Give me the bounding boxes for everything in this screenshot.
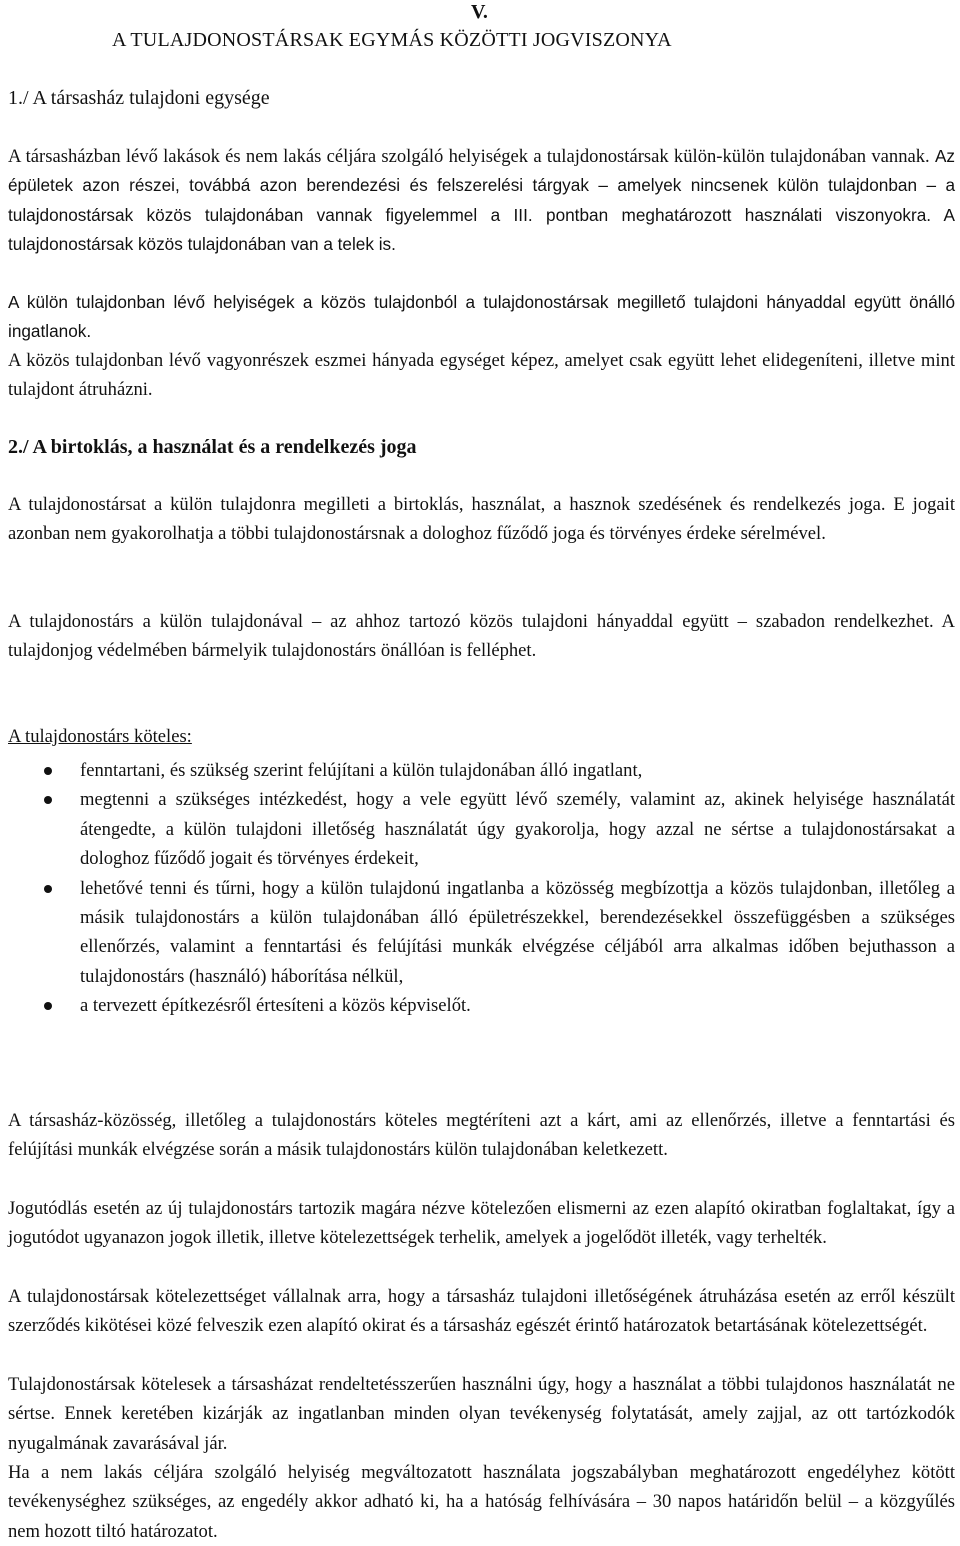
duties-list: [8, 756, 955, 1021]
section-1-paragraph-1: [8, 142, 955, 260]
list-item: megtenni a szükséges intézkedést, hogy a vele együtt lévő személy, valamint az, akinek helyisége használatát átengedte, a külön tulajdoni illetőség használatát úgy gyakorolja, hogy azzal ne sértse a tulajdonostársakat a dologhoz fűződő jogait és törvényes érdekeit,: [8, 785, 955, 873]
bullet-icon: [44, 885, 52, 893]
list-item: fenntartani, és szükség szerint felújítani a külön tulajdonában álló ingatlant,: [8, 756, 955, 785]
duties-heading: [8, 722, 955, 751]
section-2-paragraph-4: Jogutódlás esetén az új tulajdonostárs tartozik magára nézve kötelezően elismerni az ezen alapító okiratban foglaltakat, így a jogutódot ugyanazon jogok illetik, illetve kötelezettségek terhelik, amelyek a jogelődöt illeték, vagy terhelték.: [8, 1198, 955, 1249]
duties-heading-text: A tulajdonostárs köteles:: [8, 726, 192, 747]
section-2-paragraph-1: A tulajdonostársat a külön tulajdonra megilleti a birtoklás, használat, a hasznok szedésének és rendelkezés joga. E jogait azonban nem gyakorolhatja a többi tulajdonostársnak a dologhoz fűződő joga és törvényes érdeke sérelmével.: [8, 494, 955, 545]
section-1-title: 1./ A társasház tulajdoni egysége: [8, 87, 270, 109]
paragraph-1-sentence-b: Az épületek azon részei, továbbá azon berendezési és felszerelési tárgyak – amelyek nincsenek külön tulajdonban – a tulajdonostársak közös tulajdonában vannak figyelemmel a III. pontban meghatározott használati viszonyokra. A tulajdonostársak közös tulajdonában van a telek is.: [8, 146, 956, 255]
bullet-icon: [44, 796, 52, 804]
bullet-icon: [44, 1002, 52, 1010]
section-2-paragraph-3: A társasház-közösség, illetőleg a tulajdonostárs köteles megtéríteni azt a kárt, ami az ellenőrzés, illetve a fenntartási és felújítási munkák elvégzése során a másik tulajdonostárs külön tulajdonában keletkezett.: [8, 1110, 955, 1161]
bullet-icon: [44, 767, 52, 775]
section-2-paragraph-2: A tulajdonostárs a külön tulajdonával – az ahhoz tartozó közös tulajdoni hányaddal együtt – szabadon rendelkezhet. A tulajdonjog védelmében bármelyik tulajdonostárs önállóan is felléphet.: [8, 611, 955, 662]
section-1-paragraph-2: A külön tulajdonban lévő helyiségek a közös tulajdonból a tulajdonostársak megillető tulajdoni hányaddal együtt önálló ingatlanok.: [8, 292, 955, 342]
section-2-title: 2./ A birtoklás, a használat és a rendelkezés joga: [8, 436, 417, 458]
section-2-paragraph-5: A tulajdonostársak kötelezettséget vállalnak arra, hogy a társasház tulajdoni illetőségének átruházása esetén az erről készült szerződés kikötései közé felveszik ezen alapító okirat és a társasház egészét érintő határozatok betartásának kötelezettségét.: [8, 1286, 955, 1337]
section-2-paragraph-6: Tulajdonostársak kötelesek a társasházat rendeltetésszerűen használni úgy, hogy a használat a többi tulajdonos használatát ne sértse. Ennek keretében kizárják az ingatlanban minden olyan tevékenység folytatását, amely zajjal, az ott tartózkodók nyugalmának zavarásával jár.: [8, 1374, 955, 1454]
list-item: a tervezett építkezésről értesíteni a közös képviselőt.: [8, 991, 955, 1020]
chapter-title: A TULAJDONOSTÁRSAK EGYMÁS KÖZÖTTI JOGVISZONYA: [112, 29, 672, 51]
paragraph-1-sentence-a: A társasházban lévő lakások és nem lakás céljára szolgáló helyiségek a tulajdonostársak külön-külön tulajdonában vannak.: [8, 146, 930, 167]
section-2-paragraph-7: Ha a nem lakás céljára szolgáló helyiség megváltozatott használata jogszabályban meghatározott engedélyhez kötött tevékenységhez szükséges, az engedély akkor adható ki, ha a hatóság felhívására – 30 napos határidőn belül – a közgyűlés nem hozott tiltó határozatot.: [8, 1462, 955, 1542]
list-item: lehetővé tenni és tűrni, hogy a külön tulajdonú ingatlanba a közösség megbízottja a közös tulajdonban, illetőleg a másik tulajdonostárs a külön tulajdonában álló épületrészekkel, berendezésekkel összefüggésben a szükséges ellenőrzés, valamint a fenntartási és felújítási munkák elvégzése céljából arra alkalmas időben bejuthasson a tulajdonostárs (használó) háborítása nélkül,: [8, 874, 955, 992]
section-1-paragraph-3: A közös tulajdonban lévő vagyonrészek eszmei hányada egységet képez, amelyet csak együtt lehet elidegeníteni, illetve mint tulajdont átruházni.: [8, 350, 955, 401]
chapter-number: V.: [471, 1, 488, 23]
